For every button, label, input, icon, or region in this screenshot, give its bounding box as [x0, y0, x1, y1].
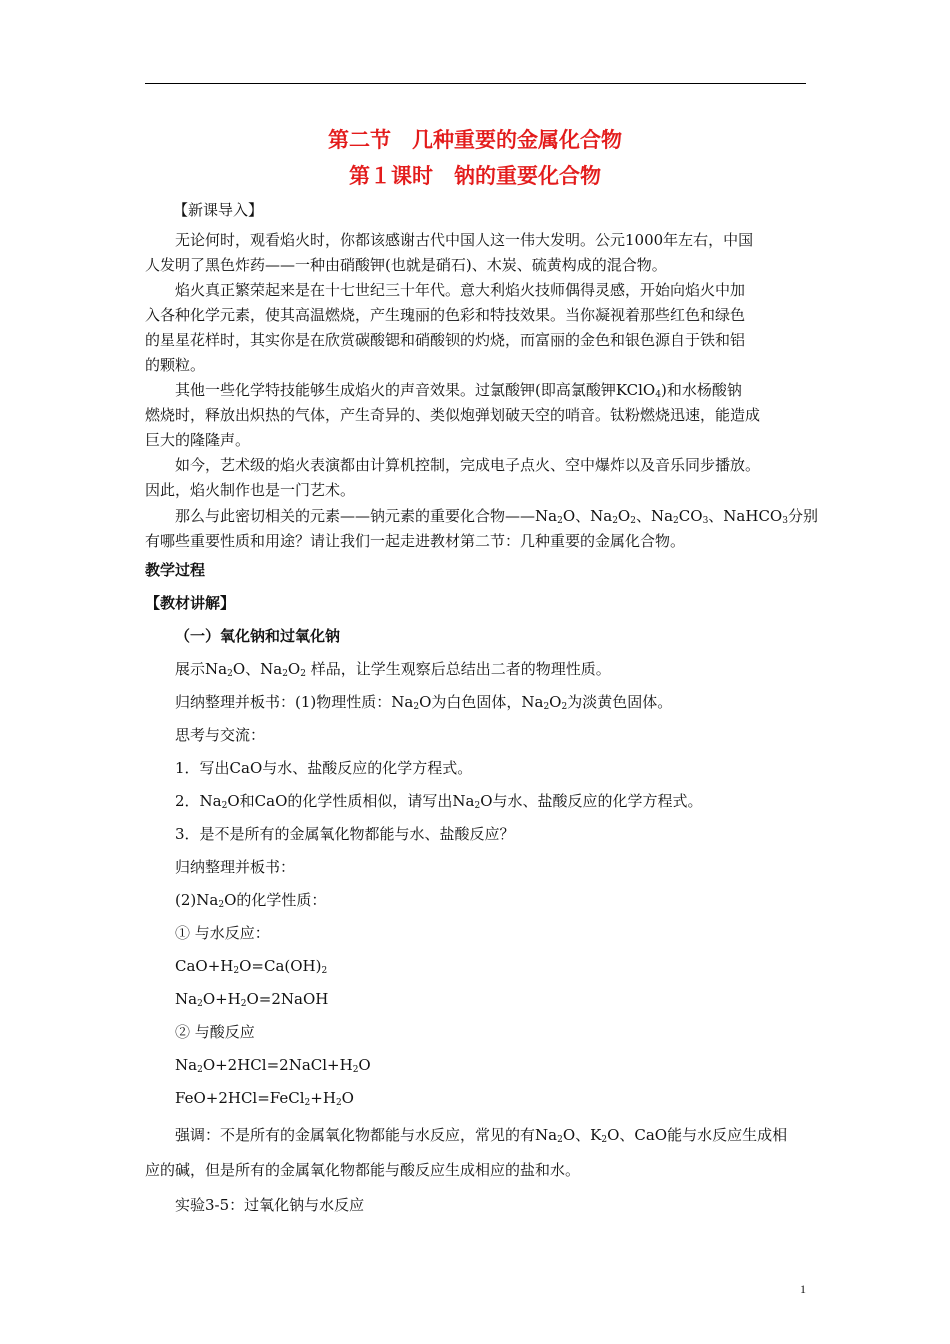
intro-paragraph-4-line-1: 如今，艺术级的焰火表演都由计算机控制，完成电子点火、空中爆炸以及音乐同步播放。: [175, 456, 761, 474]
intro-paragraph-5-line-2: 有哪些重要性质和用途？请让我们一起走进教材第二节：几种重要的金属化合物。: [145, 532, 686, 550]
think-and-discuss-label: 思考与交流：: [175, 726, 266, 744]
experiment-3-5-line: 实验3-5：过氧化钠与水反应: [175, 1196, 365, 1214]
subsection-heading-sodium-oxides: （一）氧化钠和过氧化钠: [175, 627, 341, 645]
text-run: 其他一些化学特技能够生成焰火的声音效果。过氯酸钾(即高氯酸钾KClO: [175, 381, 656, 399]
emphasis-line-1: 强调：不是所有的金属氧化物都能与水反应，常见的有$Na_2O$、$K_2O$、CaO能与水反应生成相: [175, 1126, 788, 1145]
section-title: 第二节 几种重要的金属化合物: [328, 128, 622, 152]
intro-paragraph-2-line-1: 焰火真正繁荣起来是在十七世纪三十年代。意大利焰火技师偶得灵感，开始向焰火中加: [175, 281, 746, 299]
textbook-explanation-heading: 【教材讲解】: [145, 594, 236, 612]
physical-properties-line: 归纳整理并板书：(1)物理性质：$Na_2O$为白色固体，$Na_2O_2$为淡黄色固体。: [175, 693, 673, 712]
equation-4: $FeO+2HCl=FeCl_2+H_2O$: [175, 1089, 354, 1108]
equation-3: $Na_2O+2HCl=2NaCl+H_2O$: [175, 1056, 371, 1075]
intro-paragraph-1-line-2: 人发明了黑色炸药——一种由硝酸钾(也就是硝石)、木炭、硫黄构成的混合物。: [145, 256, 667, 274]
intro-paragraph-2-line-4: 的颗粒。: [145, 356, 206, 374]
teaching-process-heading: 教学过程: [145, 561, 206, 579]
page-number: 1: [800, 1282, 806, 1296]
chemical-properties-heading: $(2)Na_2O$的化学性质：: [175, 891, 327, 910]
intro-paragraph-4-line-2: 因此，焰火制作也是一门艺术。: [145, 481, 356, 499]
equation-2: $Na_2O+H_2O=2NaOH$: [175, 990, 329, 1009]
emphasis-line-2: 应的碱，但是所有的金属氧化物都能与酸反应生成相应的盐和水。: [145, 1161, 581, 1179]
text-run: )和水杨酸钠: [660, 381, 742, 399]
intro-heading: 【新课导入】: [173, 201, 264, 219]
intro-paragraph-3-line-2: 燃烧时，释放出炽热的气体，产生奇异的、类似炮弹划破天空的哨音。钛粉燃烧迅速，能造成: [145, 406, 761, 424]
intro-paragraph-1-line-1: 无论何时，观看焰火时，你都该感谢古代中国人这一伟大发明。公元1000年左右，中国: [175, 231, 754, 249]
intro-paragraph-3-line-3: 巨大的隆隆声。: [145, 431, 251, 449]
summary-label: 归纳整理并板书：: [175, 858, 296, 876]
lesson-title: 第１课时 钠的重要化合物: [349, 164, 601, 188]
intro-paragraph-3-line-1: [175, 380, 742, 400]
header-rule: [145, 83, 806, 84]
subscript: 4: [655, 390, 661, 400]
question-1: 1．写出CaO与水、盐酸反应的化学方程式。: [175, 759, 473, 777]
reaction-with-acid-label: ② 与酸反应: [175, 1023, 255, 1041]
intro-paragraph-2-line-3: 的星星花样时，其实你是在欣赏碳酸锶和硝酸钡的灼烧，而富丽的金色和银色源自于铁和铝: [145, 331, 746, 349]
question-2: 2．$Na_2O$和CaO的化学性质相似，请写出$Na_2O$与水、盐酸反应的化学方程式。: [175, 792, 703, 811]
intro-paragraph-5-line-1: 那么与此密切相关的元素——钠元素的重要化合物$——Na_2O$、$Na_2O_2$、$Na_2CO_3$、NaHCO$_3$分别: [175, 507, 818, 526]
show-samples-line: 展示$Na_2O$、$Na_2O_2$ 样品，让学生观察后总结出二者的物理性质。: [175, 660, 611, 679]
equation-1: $CaO+H_2O=Ca(OH)_2$: [175, 957, 328, 976]
intro-paragraph-2-line-2: 入各种化学元素，使其高温燃烧，产生瑰丽的色彩和特技效果。当你凝视着那些红色和绿色: [145, 306, 746, 324]
question-3: 3．是不是所有的金属氧化物都能与水、盐酸反应？: [175, 825, 515, 843]
reaction-with-water-label: ① 与水反应：: [175, 924, 270, 942]
